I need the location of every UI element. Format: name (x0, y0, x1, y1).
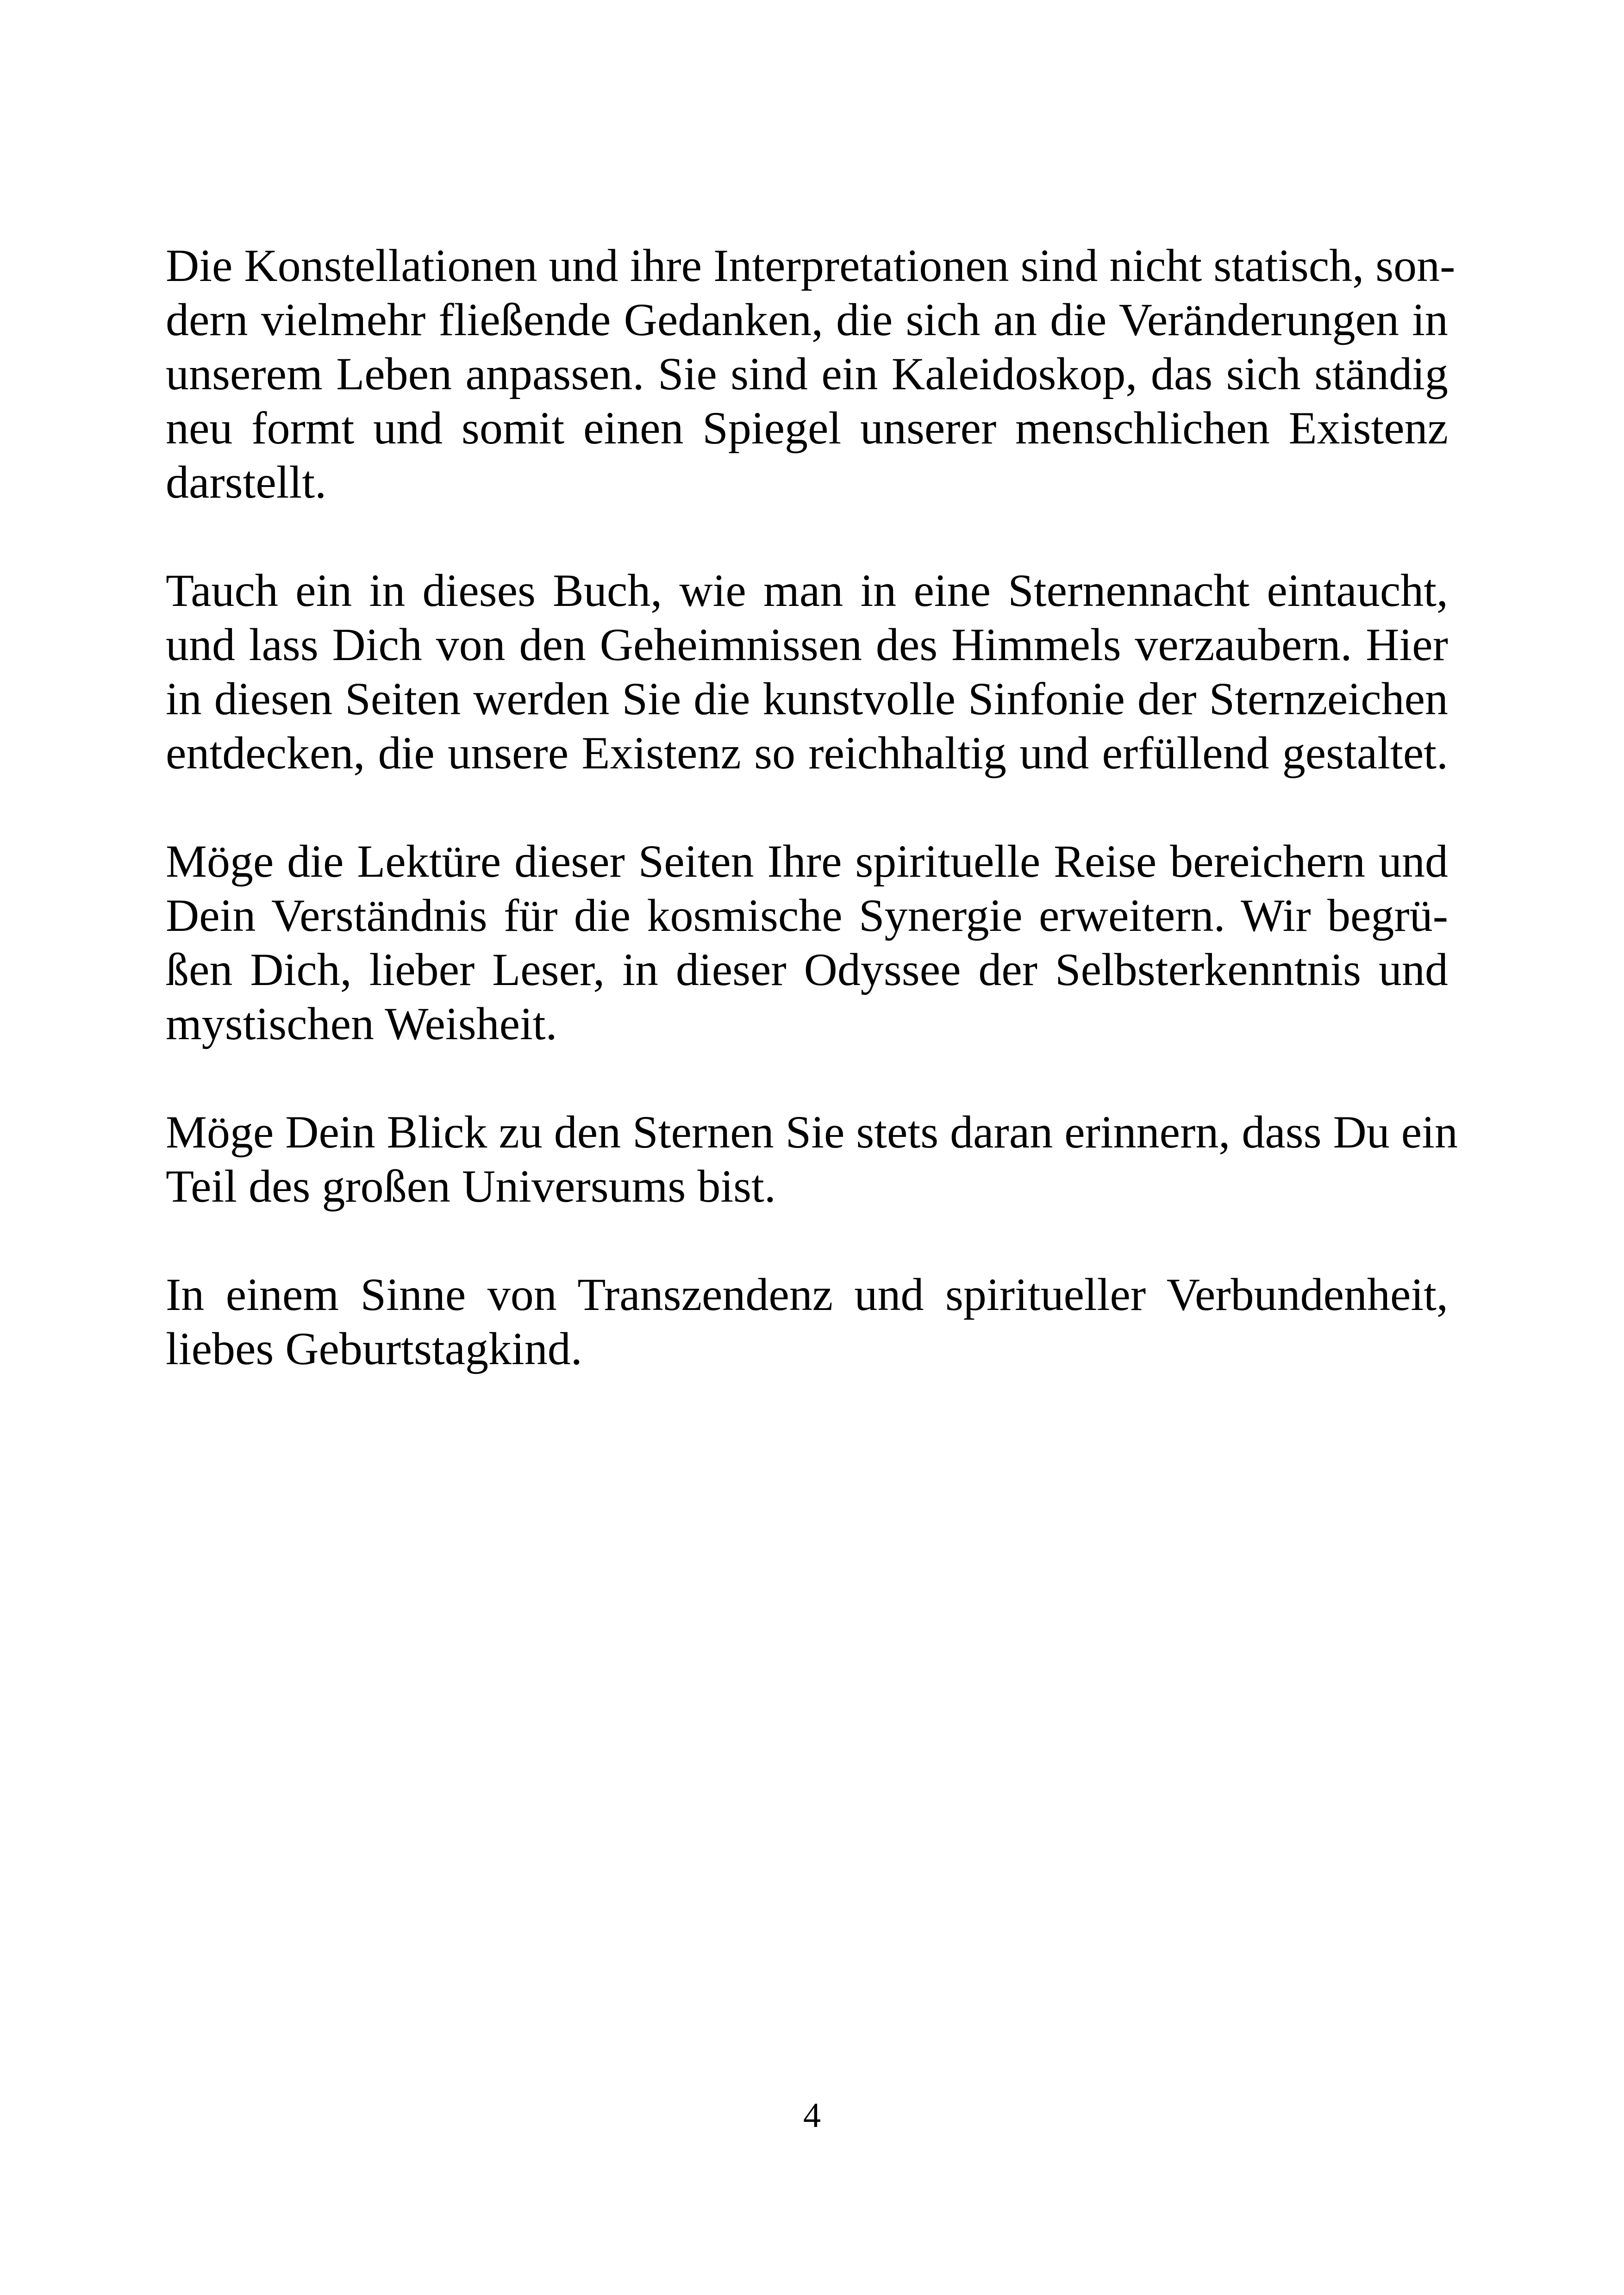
paragraph-line: Die Konstellationen und ihre Interpretationen sind nicht statisch, son- (166, 240, 1455, 291)
paragraph-spacer (166, 1051, 1448, 1105)
paragraph-line: ßen Dich, lieber Leser, in dieser Odyssee der Selbsterkenntnis und (166, 944, 1448, 995)
paragraph-line: dern vielmehr fließende Gedanken, die sich an die Veränderungen in (166, 294, 1448, 345)
paragraph-line: in diesen Seiten werden Sie die kunstvolle Sinfonie der Sternzeichen (166, 673, 1448, 724)
body-text (166, 238, 1458, 1376)
paragraph-line: mystischen Weisheit. (166, 998, 557, 1049)
paragraph-line: liebes Geburtstagkind. (166, 1323, 582, 1374)
paragraph-line: und lass Dich von den Geheimnissen des Himmels verzaubern. Hier (166, 619, 1448, 670)
paragraph-line: Teil des großen Universums bist. (166, 1160, 776, 1212)
paragraph-3 (166, 834, 1448, 1051)
page-number: 4 (803, 2096, 821, 2135)
paragraph-line: Dein Verständnis für die kosmische Synergie erweitern. Wir begrü- (166, 890, 1448, 941)
paragraph-line: Möge die Lektüre dieser Seiten Ihre spirituelle Reise bereichern und (166, 836, 1448, 887)
paragraph-line: Tauch ein in dieses Buch, wie man in eine Sternennacht eintaucht, (166, 565, 1448, 616)
paragraph-line: neu formt und somit einen Spiegel unserer menschlichen Existenz (166, 402, 1448, 454)
paragraph-4 (166, 1105, 1458, 1213)
paragraph-spacer (166, 780, 1448, 834)
paragraph-2 (166, 563, 1448, 780)
paragraph-line: entdecken, die unsere Existenz so reichhaltig und erfüllend gestaltet. (166, 727, 1448, 779)
paragraph-line: Möge Dein Blick zu den Sternen Sie stets daran erinnern, dass Du ein (166, 1106, 1458, 1158)
paragraph-spacer (166, 1213, 1448, 1267)
paragraph-5 (166, 1267, 1448, 1376)
paragraph-line: darstellt. (166, 456, 327, 508)
paragraph-spacer (166, 509, 1448, 563)
paragraph-line: In einem Sinne von Transzendenz und spiritueller Verbundenheit, (166, 1269, 1448, 1320)
paragraph-line: unserem Leben anpassen. Sie sind ein Kaleidoskop, das sich ständig (166, 348, 1448, 399)
paragraph-1 (166, 238, 1455, 509)
